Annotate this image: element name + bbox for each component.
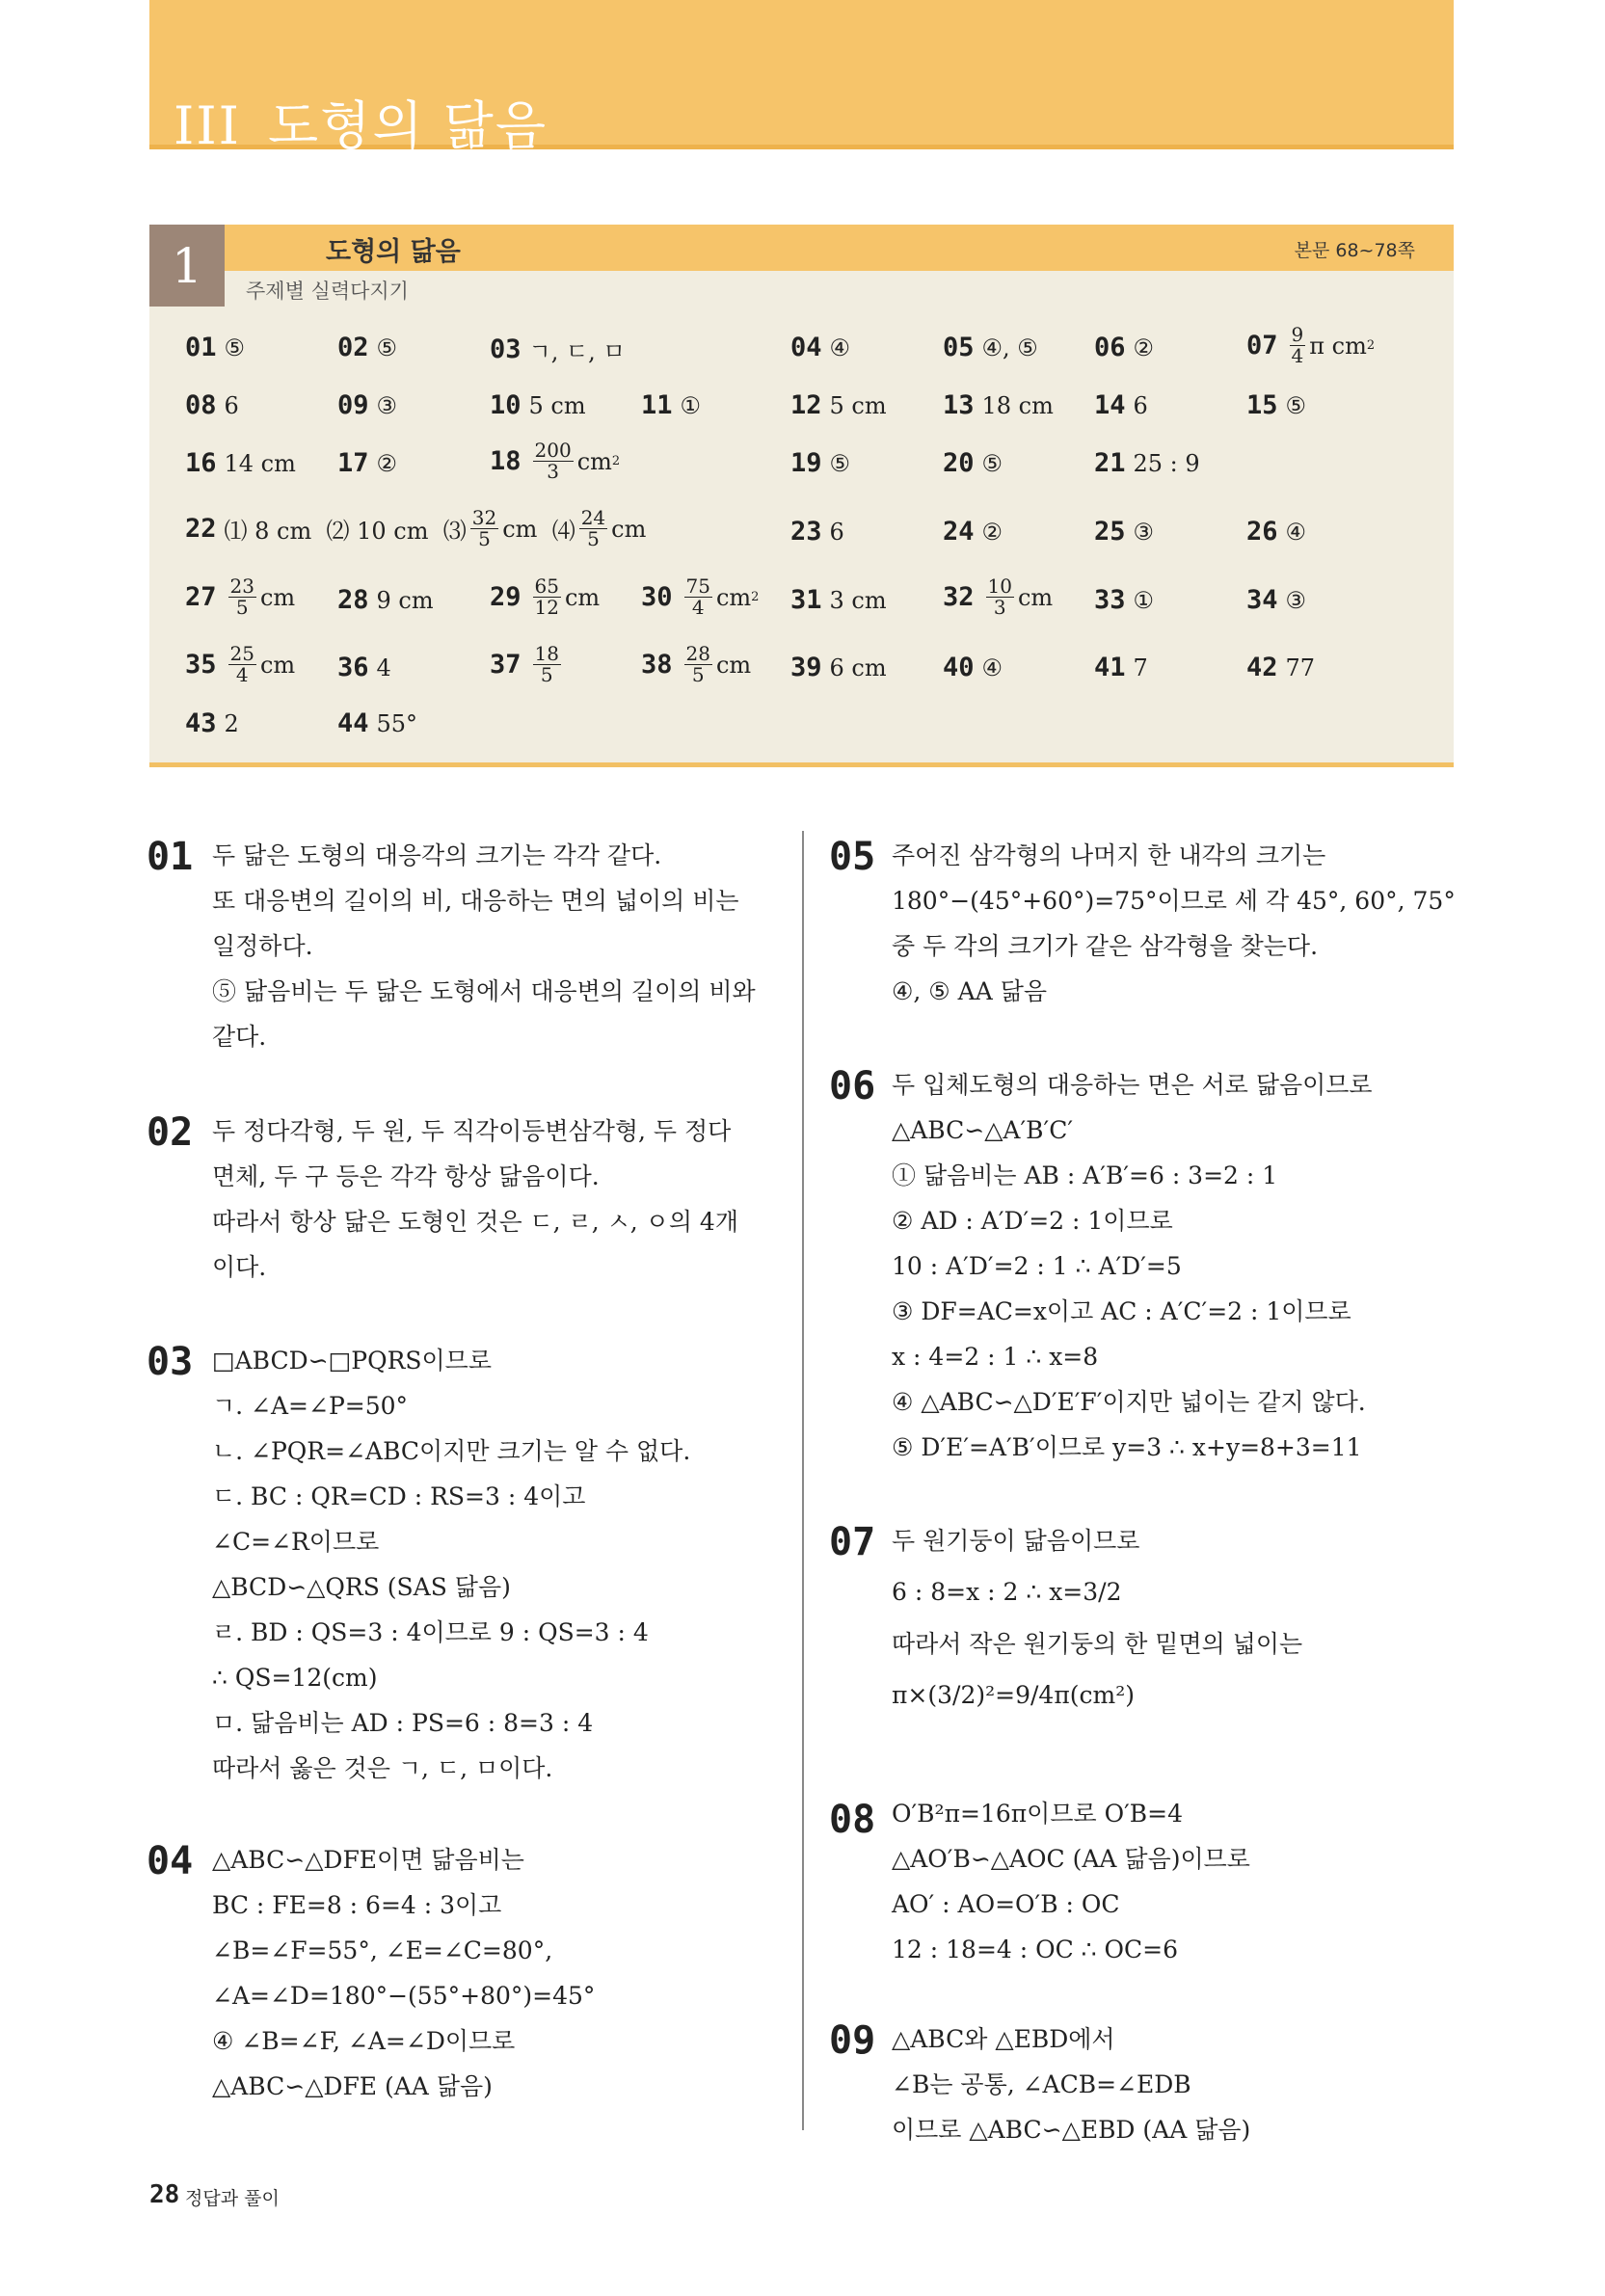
answer-item: 18 $\frac{200}{3}$ cm 2 [490,439,621,483]
answer-item: 42 77 [1246,653,1316,682]
solution-08: O′B²π=16π이므로 O′B=4 △AO′B∽△AOC (AA 닮음)이므로 AO′ : AO=O′B : OC 12 : 18=4 : OC ∴ OC=6 [892,1800,1250,1963]
solution-02: 두 정다각형, 두 원, 두 직각이등변삼각형, 두 정다 면체, 두 구 등은 각각 항상 닮음이다. 따라서 항상 닮은 도형인 것은 ㄷ, ㄹ, ㅅ, ㅇ의 4개 이다. [212,1117,738,1281]
answer-key-rule [149,762,1454,767]
solution-number: 05 [829,835,876,879]
answer-item: 14 6 [1094,390,1148,420]
answer-item: 19 ⑤ [790,448,851,478]
answer-item: 38 $\frac{28}{5}$ cm [641,642,752,686]
fraction: $\frac{25}{4}$ [229,642,254,686]
section-title-bar [225,225,1454,271]
solution-number: 04 [147,1839,194,1883]
answer-item: 15 ⑤ [1246,390,1307,420]
answer-item: 32 $\frac{10}{3}$ cm [943,574,1054,619]
answer-item: 30 $\frac{75}{4}$ cm 2 [641,574,760,619]
answer-item: 02 ⑤ [337,333,398,362]
answer-item: 28 9 cm [337,585,434,615]
solution-number: 07 [829,1520,876,1564]
answer-item: 24 ② [943,517,1003,547]
section-header [149,225,1454,307]
fraction: $\frac{65}{12}$ [534,574,559,619]
solution-number: 02 [147,1110,194,1155]
answer-item: 17 ② [337,448,398,478]
fraction: $\frac{23}{5}$ [229,574,254,619]
fraction: $\frac{75}{4}$ [685,574,710,619]
solution-number: 01 [147,835,194,879]
answer-item: 03 ㄱ, ㄷ, ㅁ [490,334,626,365]
fraction: $\frac{24}{5}$ [580,506,606,550]
fraction: $\frac{9}{4}$ [1291,323,1304,367]
footer-label: 정답과 풀이 [185,2188,280,2209]
column-divider [802,831,804,2130]
answer-item: 10 5 cm [490,390,586,420]
fraction: $\frac{32}{5}$ [471,506,497,550]
answer-item: 29 $\frac{65}{12}$ cm [490,574,601,619]
answer-item: 04 ④ [790,333,851,362]
answer-item: 23 6 [790,517,844,547]
chapter-numeral: III [174,95,241,156]
solution-number: 06 [829,1064,876,1108]
section-number: 1 [149,225,225,307]
chapter-name: 도형의 닮음 [268,95,548,156]
solution-05: 주어진 삼각형의 나머지 한 내각의 크기는 180°−(45°+60°)=75°이므로 세 각 45°, 60°, 75° 중 두 각의 크기가 같은 삼각형을 찾는다. ④, ⑤ AA 닮음 [892,841,1456,1005]
solution-number: 03 [147,1340,194,1384]
answer-item: 43 2 [185,708,239,738]
answer-item: 26 ④ [1246,517,1307,547]
answer-item: 31 3 cm [790,585,887,615]
answer-item: 40 ④ [943,653,1003,682]
solution-07: 두 원기둥이 닮음이므로 6 : 8=x : 2 ∴ x=3/2 따라서 작은 원기둥의 한 밑면의 넓이는 π×(3/2)²=9/4π(cm²) [892,1527,1303,1709]
answer-item: 16 14 cm [185,448,296,478]
fraction: $\frac{18}{5}$ [534,642,559,686]
answer-item: 37 $\frac{18}{5}$ [490,642,559,686]
fraction: $\frac{200}{3}$ [534,439,572,483]
answer-item: 27 $\frac{23}{5}$ cm [185,574,296,619]
solution-number: 09 [829,2018,876,2063]
answer-item: 07 $\frac{9}{4}$ π cm 2 [1246,323,1376,367]
answer-item: 01 ⑤ [185,333,246,362]
section-title: 도형의 닮음 [326,237,461,267]
fraction: $\frac{10}{3}$ [987,574,1012,619]
solution-06: 두 입체도형의 대응하는 면은 서로 닮음이므로 △ABC∽△A′B′C′ ① 닮음비는 AB : A′B′=6 : 3=2 : 1 ② AD : A′D′=2 : 1이므로 10 : A′D′=2 : 1 ∴ A′D′=5 ③ DF=AC=x이고 AC : A′C′=2 : 1이므로 x : 4=2 : 1 ∴ x=8 ④ △ABC∽△D′E′F′이지만 넓이는 같지 않다. ⑤ D′E′=A′B′이므로 y=3 ∴ x+y=8+3=11 [892,1071,1373,1461]
section-subtitle: 주제별 실력다지기 [246,280,409,303]
answer-item: 08 6 [185,390,239,420]
answer-item: 05 ④, ⑤ [943,333,1038,362]
answer-item: 12 5 cm [790,390,887,420]
answer-item: 36 4 [337,653,391,682]
page-number: 28 [149,2180,180,2209]
solution-03: □ABCD∽□PQRS이므로 ㄱ. ∠A=∠P=50° ㄴ. ∠PQR=∠ABC이지만 크기는 알 수 없다. ㄷ. BC : QR=CD : RS=3 : 4이고 ∠C=∠R이므로 △BCD∽△QRS (SAS 닮음) ㄹ. BD : QS=3 : 4이므로 9 : QS=3 : 4 ∴ QS=12(cm) ㅁ. 닮음비는 AD : PS=6 : 8=3 : 4 따라서 옳은 것은 ㄱ, ㄷ, ㅁ이다. [212,1347,691,1782]
answer-item: 33 ① [1094,585,1155,615]
solution-09: △ABC와 △EBD에서 ∠B는 공통, ∠ACB=∠EDB 이므로 △ABC∽△EBD (AA 닮음) [892,2025,1251,2144]
fraction: $\frac{28}{5}$ [685,642,710,686]
answer-item: 39 6 cm [790,653,887,682]
answer-item: 13 18 cm [943,390,1054,420]
answer-item: 06 ② [1094,333,1155,362]
answer-item: 11 ① [641,390,702,420]
section-page-range: 본문 68~78쪽 [1294,240,1415,261]
answer-item: 41 7 [1094,653,1148,682]
answer-item: 09 ③ [337,390,398,420]
solution-04: △ABC∽△DFE이면 닮음비는 BC : FE=8 : 6=4 : 3이고 ∠B=∠F=55°, ∠E=∠C=80°, ∠A=∠D=180°−(55°+80°)=45° ④ ∠B=∠F, ∠A=∠D이므로 △ABC∽△DFE (AA 닮음) [212,1846,596,2100]
answer-item: 25 ③ [1094,517,1155,547]
answer-item: 35 $\frac{25}{4}$ cm [185,642,296,686]
answer-item: 22 ⑴ 8 cm ⑵ 10 cm ⑶ $\frac{32}{5}$ cm ⑷ $\frac{24}{5}$ cm [185,506,647,550]
answer-item: 20 ⑤ [943,448,1003,478]
answer-item: 44 55° [337,708,418,738]
answer-item: 21 25 : 9 [1094,448,1200,478]
answer-item: 34 ③ [1246,585,1307,615]
solution-01: 두 닮은 도형의 대응각의 크기는 각각 같다. 또 대응변의 길이의 비, 대응하는 면의 넓이의 비는 일정하다. ⑤ 닮음비는 두 닮은 도형에서 대응변의 길이의 비와 같다. [212,841,756,1051]
solution-number: 08 [829,1798,876,1842]
chapter-title [174,85,548,159]
